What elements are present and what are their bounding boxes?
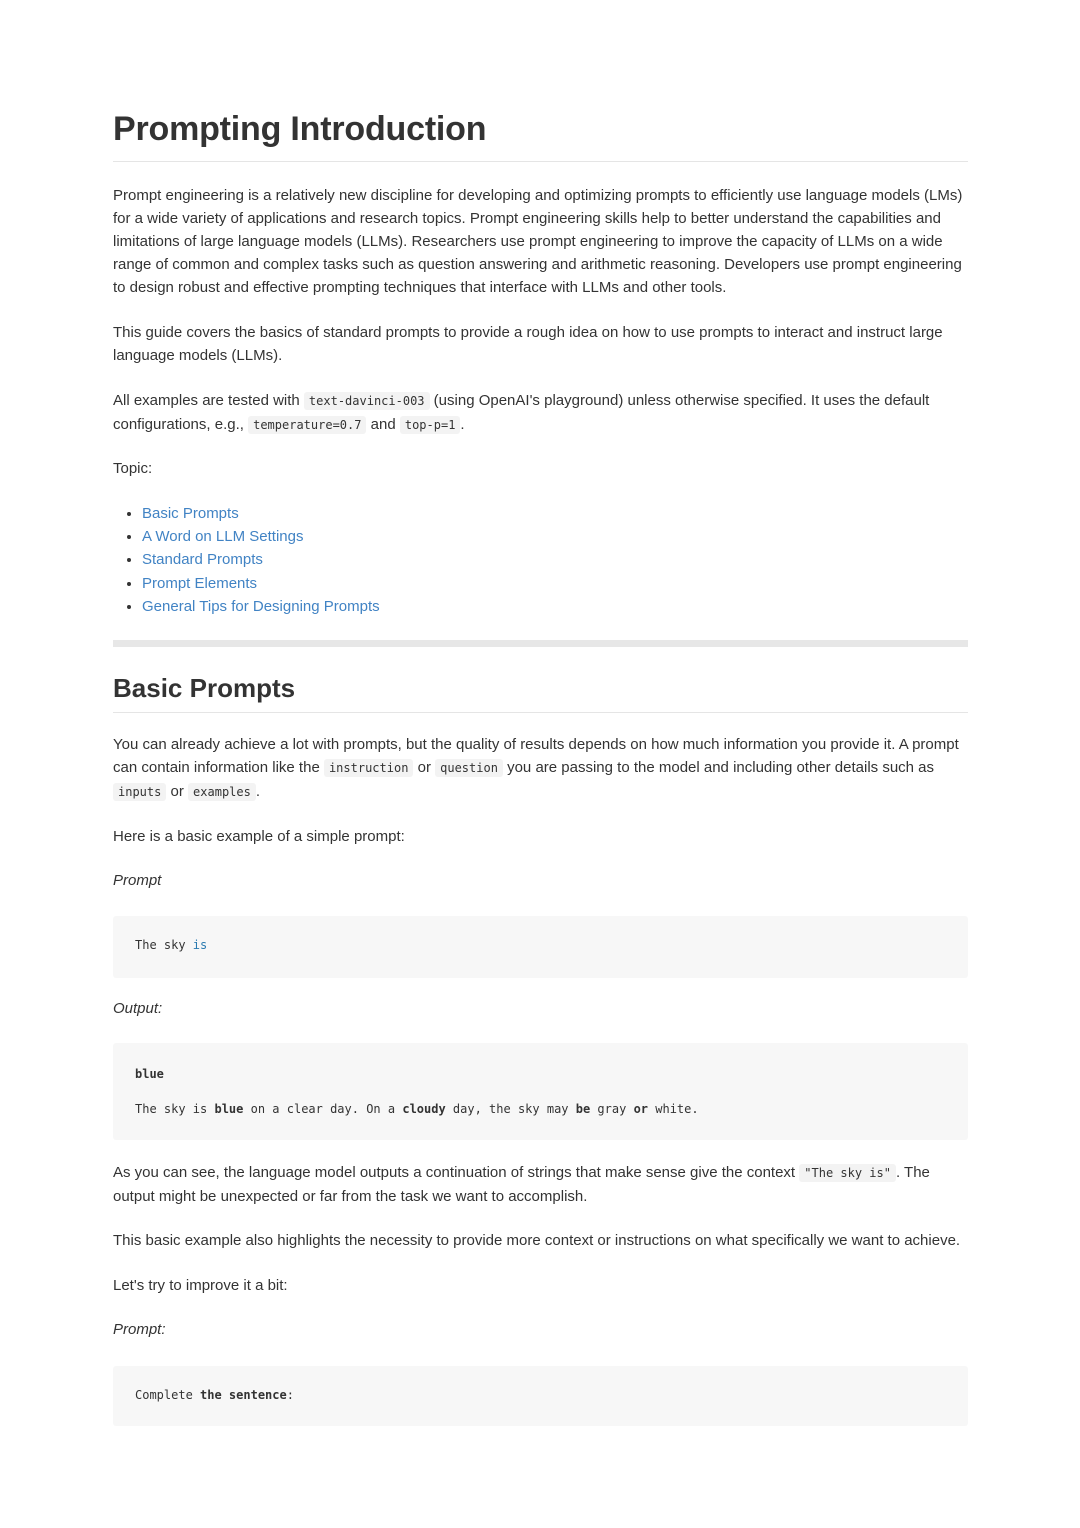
intro-paragraph-3 xyxy=(113,389,968,437)
basic-paragraph-4: This basic example also highlights the necessity to provide more context or instructions on what specifically we want to achieve. xyxy=(113,1232,961,1249)
code-line: blue xyxy=(135,1067,164,1081)
basic-paragraph-3 xyxy=(113,1161,968,1208)
code-bold: the sentence xyxy=(200,1388,287,1402)
code-segment: white. xyxy=(648,1102,699,1116)
section-heading-basic-prompts: Basic Prompts xyxy=(113,673,296,703)
code-segment: or xyxy=(633,1102,649,1116)
prompt-label: Prompt xyxy=(113,872,162,889)
code-segment: The sky is xyxy=(135,1102,215,1116)
topic-link-llm-settings[interactable]: A Word on LLM Settings xyxy=(142,528,304,546)
title-divider xyxy=(113,161,968,162)
prompt2-label: Prompt: xyxy=(113,1321,166,1338)
code-segment: on a clear day. On a xyxy=(243,1102,403,1116)
text-span: . xyxy=(460,416,465,433)
text-span: You can already achieve a lot with prompts, but the quality of results depends on how much information you provide it. A prompt can contain information like the xyxy=(113,736,959,776)
code-segment: gray xyxy=(590,1102,634,1116)
code-line xyxy=(135,1388,294,1402)
list-item xyxy=(142,572,380,595)
text-span: . The output might be unexpected or far from the task we want to accomplish. xyxy=(113,1164,930,1205)
basic-paragraph-1 xyxy=(113,733,968,804)
text-span: As you can see, the language model outputs a continuation of strings that make sense give the context xyxy=(113,1164,800,1181)
code-block-prompt-2 xyxy=(113,1366,968,1426)
text-span: you are passing to the model and including other details such as xyxy=(502,759,935,776)
code-segment: be xyxy=(575,1102,591,1116)
code-line xyxy=(135,1102,699,1116)
inline-code-temperature: temperature=0.7 xyxy=(248,416,366,434)
topic-label: Topic: xyxy=(113,460,153,477)
basic-paragraph-2: Here is a basic example of a simple prompt: xyxy=(113,828,405,845)
list-item xyxy=(142,525,380,548)
topic-list xyxy=(113,502,380,618)
topic-link-general-tips[interactable]: General Tips for Designing Prompts xyxy=(142,597,380,615)
intro-paragraph-1: Prompt engineering is a relatively new discipline for developing and optimizing prompts to efficiently use language models (LMs) for a wide variety of applications and research topics. Prompt engineering skills help to better understand the capabilities and limitations of large language models (LLMs). Researchers use prompt engineering to improve the capacity of LLMs on a wide range of common and complex tasks such as question answering and arithmetic reasoning. Developers use prompt engineering to design robust and effective prompting techniques that interface with LLMs and other tools. xyxy=(113,187,963,296)
code-segment: cloudy xyxy=(402,1102,446,1116)
list-item xyxy=(142,502,380,525)
text-span: and xyxy=(366,416,400,433)
code-segment: day, the sky may xyxy=(445,1102,576,1116)
code-keyword: is xyxy=(192,938,208,952)
topic-link-prompt-elements[interactable]: Prompt Elements xyxy=(142,574,258,592)
text-span: (using OpenAI's playground) unless otherwise specified. It uses the default configurations, e.g., xyxy=(113,392,930,433)
heading-divider xyxy=(113,712,968,713)
code-segment: blue xyxy=(214,1102,244,1116)
inline-code-instruction: instruction xyxy=(324,759,413,777)
inline-code-context: "The sky is" xyxy=(799,1164,896,1182)
page-title: Prompting Introduction xyxy=(113,110,487,148)
inline-code-question: question xyxy=(435,759,503,777)
code-text: : xyxy=(286,1388,294,1402)
section-divider xyxy=(113,640,968,647)
text-span: . xyxy=(255,783,261,800)
basic-paragraph-5: Let's try to improve it a bit: xyxy=(113,1277,288,1294)
intro-paragraph-2: This guide covers the basics of standard prompts to provide a rough idea on how to use prompts to interact and instruct large language models (LLMs). xyxy=(113,324,943,364)
inline-code-top-p: top-p=1 xyxy=(400,416,461,434)
inline-code-examples: examples xyxy=(188,783,256,801)
code-block-prompt xyxy=(113,916,968,978)
code-text: The sky xyxy=(135,938,193,952)
code-block-output xyxy=(113,1043,968,1140)
topic-link-standard-prompts[interactable]: Standard Prompts xyxy=(142,551,263,569)
code-text: Complete xyxy=(135,1388,201,1402)
inline-code-model: text-davinci-003 xyxy=(304,392,430,410)
list-item xyxy=(142,595,380,618)
list-item xyxy=(142,548,380,571)
text-span: or xyxy=(413,759,436,776)
topic-link-basic-prompts[interactable]: Basic Prompts xyxy=(142,505,239,522)
output-label: Output: xyxy=(113,1000,163,1017)
inline-code-inputs: inputs xyxy=(113,783,166,801)
text-span: All examples are tested with xyxy=(113,392,304,409)
code-line xyxy=(135,938,207,952)
text-span: or xyxy=(166,783,189,800)
